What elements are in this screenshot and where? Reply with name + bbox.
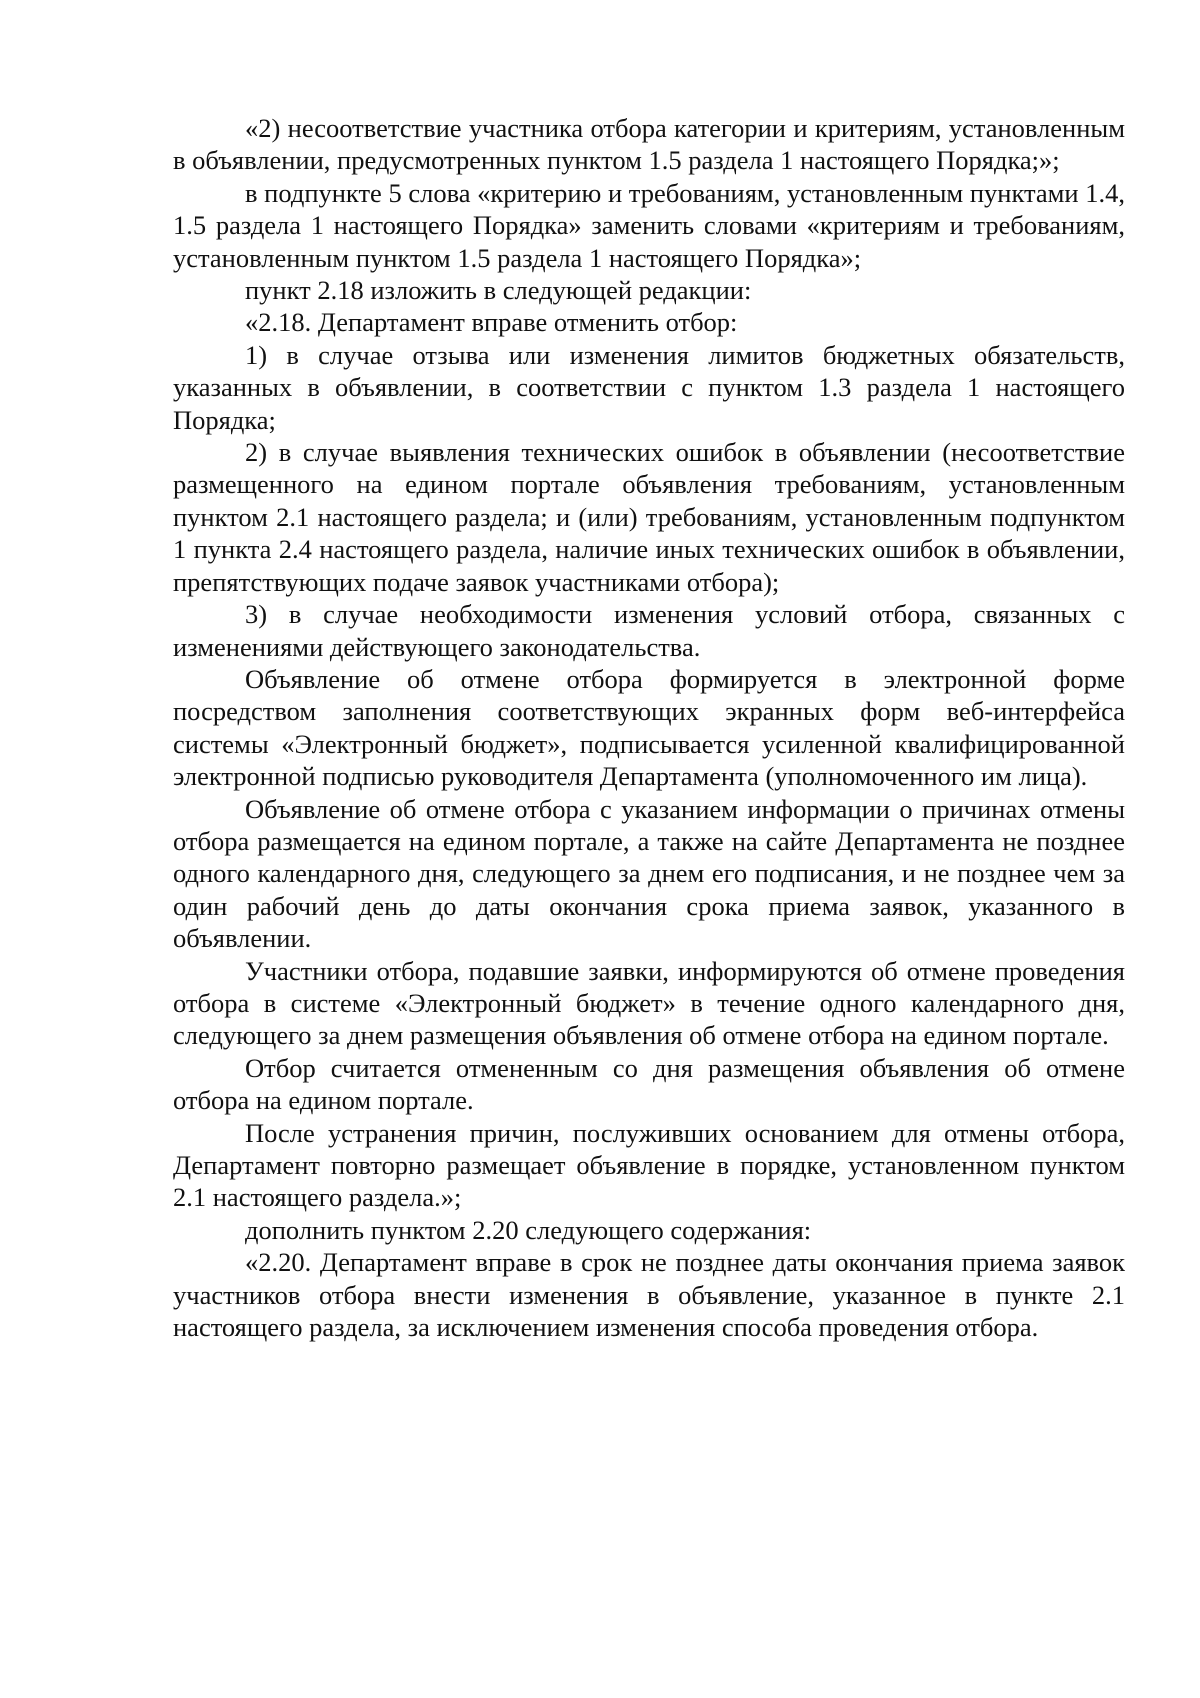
- document-page: [173, 112, 1125, 1343]
- paragraph-cancel-notice-publication: Объявление об отмене отбора с указанием информации о причинах отмены отбора размещается на едином портале, а также на сайте Департамента не позднее одного календарного дня, следующего за днем его подписания, и не позднее чем за один рабочий день до даты окончания срока приема заявок, указанного в объявлении.: [173, 793, 1125, 954]
- paragraph-cancel-reason-3: 3) в случае необходимости изменения условий отбора, связанных с изменениями действующего законодательства.: [173, 599, 1125, 662]
- paragraph-cancel-notice-form: Объявление об отмене отбора формируется в электронной форме посредством заполнения соответствующих экранных форм веб-интерфейса системы «Электронный бюджет», подписывается усиленной квалифицированной электронной подписью руководителя Департамента (уполномоченного им лица).: [173, 663, 1125, 792]
- paragraph-cancel-reason-2: 2) в случае выявления технических ошибок в объявлении (несоответствие размещенного на едином портале объявления требованиям, установленным пунктом 2.1 настоящего раздела; и (или) требованиям, установленным подпунктом 1 пункта 2.4 настоящего раздела, наличие иных технических ошибок в объявлении, препятствующих подаче заявок участниками отбора);: [173, 437, 1125, 597]
- paragraph-repeat-announcement: После устранения причин, послуживших основанием для отмены отбора, Департамент повторно размещает объявление в порядке, установленном пунктом 2.1 настоящего раздела.»;: [173, 1117, 1125, 1213]
- paragraph-point-2-20-text: «2.20. Департамент вправе в срок не позднее даты окончания приема заявок участников отбора внести изменения в объявление, указанное в пункте 2.1 настоящего раздела, за исключением изменения способа проведения отбора.: [173, 1247, 1125, 1343]
- paragraph-subpoint-5-amendment: в подпункте 5 слова «критерию и требованиям, установленным пунктами 1.4, 1.5 раздела 1 настоящего Порядка» заменить словами «критериям и требованиям, установленным пунктом 1.5 раздела 1 настоящего Порядка»;: [173, 177, 1125, 273]
- paragraph-point-2-18-heading: «2.18. Департамент вправе отменить отбор:: [245, 307, 738, 338]
- paragraph-cancel-reason-1: 1) в случае отзыва или изменения лимитов бюджетных обязательств, указанных в объявлении, в соответствии с пунктом 1.3 раздела 1 настоящего Порядка;: [173, 339, 1125, 435]
- paragraph-point-2-20-intro: дополнить пунктом 2.20 следующего содержания:: [245, 1214, 812, 1245]
- paragraph-point-2-18-intro: пункт 2.18 изложить в следующей редакции:: [245, 275, 752, 306]
- paragraph-cancel-effective: Отбор считается отмененным со дня размещения объявления об отмене отбора на едином портале.: [173, 1052, 1125, 1116]
- paragraph-participants-notified: Участники отбора, подавшие заявки, информируются об отмене проведения отбора в системе «Электронный бюджет» в течение одного календарного дня, следующего за днем размещения объявления об отмене отбора на едином портале.: [173, 955, 1125, 1051]
- paragraph-item-2-disqualification: «2) несоответствие участника отбора категории и критериям, установленным в объявлении, предусмотренных пунктом 1.5 раздела 1 настоящего Порядка;»;: [173, 113, 1125, 176]
